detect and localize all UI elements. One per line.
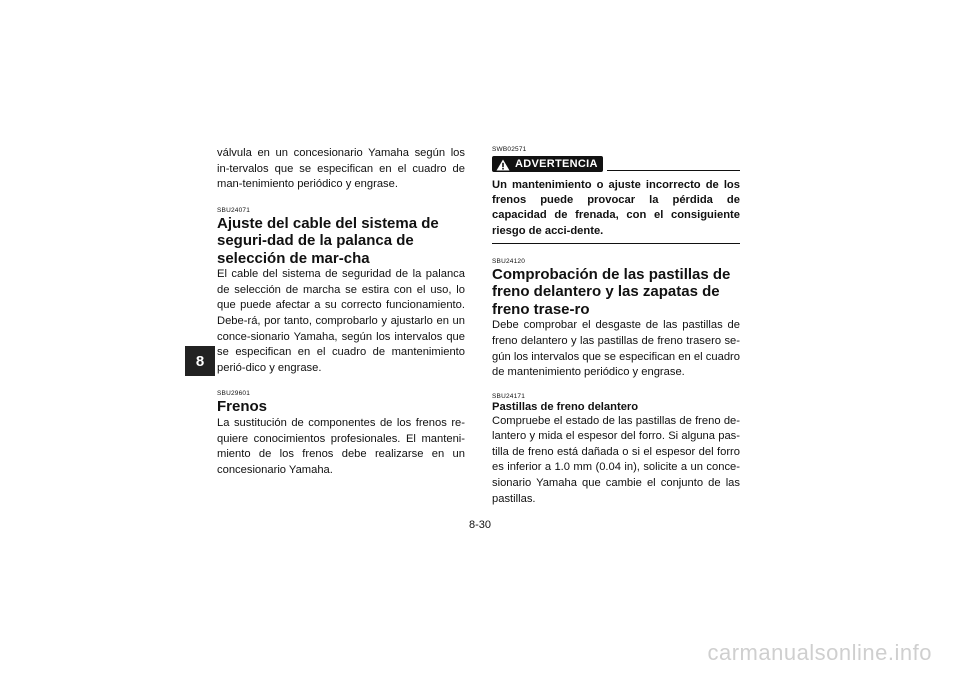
watermark: carmanualsonline.info (707, 640, 932, 665)
warning-rule (607, 170, 740, 171)
page-number-text: 8-30 (468, 519, 492, 531)
section-code: SBU24071 (217, 206, 251, 214)
right-column (492, 146, 740, 507)
warning-code: SWB02571 (492, 146, 527, 153)
section-title-shift-cable: Ajuste del cable del sistema de seguri-dad de la palanca de selección de mar-cha (217, 214, 439, 267)
page-number (0, 519, 960, 531)
section-code: SBU29601 (217, 390, 251, 398)
warning-label: ADVERTENCIA (515, 158, 598, 170)
intro-paragraph: válvula en un concesionario Yamaha según los in-tervalos que se especifican en el cuadro de man-tenimiento periódico y engrase. (217, 147, 465, 191)
subsection-body-front-pads: Compruebe el estado de las pastillas de freno de-lantero y mida el espesor del forro. Si alguna pas-tilla de freno está dañada o si el espesor del forro es inferior a 1.0 mm (0.04 in), solicite a un conce-sionario Yamaha que cambie el conjunto de las pastillas. (492, 414, 740, 505)
chapter-tab: 8 (185, 346, 215, 376)
warning-badge (492, 156, 603, 172)
warning-header (492, 156, 740, 172)
subsection-code: SBU24171 (492, 392, 526, 400)
section-code: SBU24120 (492, 257, 526, 265)
warning-triangle-icon (496, 158, 510, 170)
section-body-shift-cable: El cable del sistema de seguridad de la palanca de selección de marcha se estira con el uso, lo que puede afectar a su correcto funcionamiento. Debe-rá, por tanto, comprobarlo y ajustarlo en un conce-sionario Yamaha, según los intervalos que se especifican en el cuadro de mantenimiento perió-dico y engrase. (217, 268, 465, 374)
section-title-brake-pads: Comprobación de las pastillas de freno delantero y las zapatas de freno trase-ro (492, 265, 731, 318)
section-body-brakes: La sustitución de componentes de los frenos re-quiere conocimientos profesionales. El manteni-miento de los frenos debe realizarse en un concesionario Yamaha. (217, 416, 465, 476)
warning-text: Un mantenimiento o ajuste incorrecto de los frenos puede provocar la pérdida de capacidad de frenada, con el consiguiente riesgo de acci-dente. (492, 178, 740, 244)
section-body-brake-pads: Debe comprobar el desgaste de las pastillas de freno delantero y las pastillas de freno trasero se-gún los intervalos que se especifican en el cuadro de mantenimiento periódico y engrase. (492, 319, 740, 379)
section-title-brakes: Frenos (217, 398, 268, 416)
left-column (217, 146, 465, 478)
subsection-title-front-pads: Pastillas de freno delantero (492, 400, 639, 413)
